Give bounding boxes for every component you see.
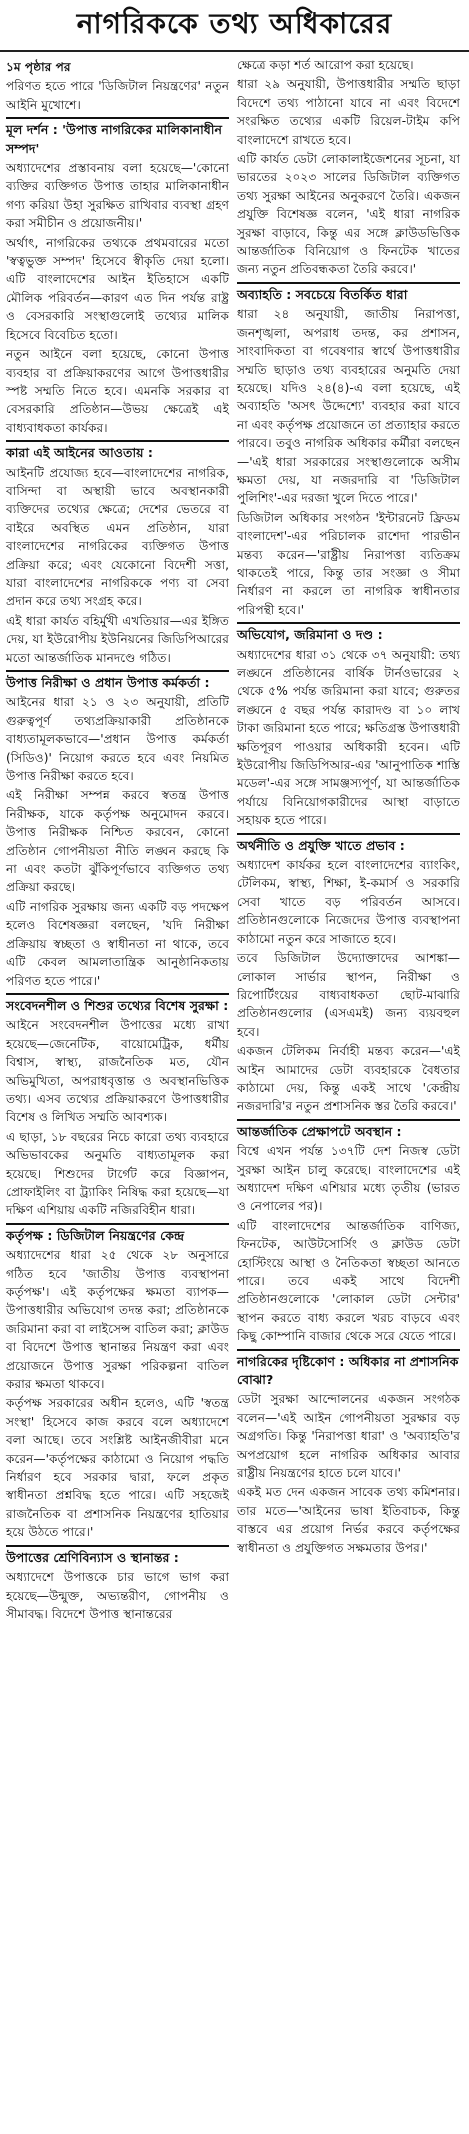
section-heading: মূল দর্শন : 'উপাত্ত নাগরিকের মালিকানাধীন সম্পদ' xyxy=(6,117,229,158)
paragraph: ডিজিটাল অধিকার সংগঠন 'ইন্টারনেট ফ্রিডম বাংলাদেশ'-এর পরিচালক রাশেদা পারভীন মন্তব্য করেন—'রাষ্ট্রীয় নিরাপত্তা ব্যতিক্রম থাকতেই পারে, কিন্তু তার সংজ্ঞা ও সীমা নির্ধারণ না করলে তা নাগরিক স্বাধীনতার পরিপন্থী হবে।' xyxy=(237,510,460,617)
section-heading: অর্থনীতি ও প্রযুক্তি খাতে প্রভাব : xyxy=(237,833,460,855)
paragraph: অধ্যাদেশ কার্যকর হলে বাংলাদেশের ব্যাংকিং, টেলিকম, স্বাস্থ্য, শিক্ষা, ই-কমার্স ও সরকারি সেবা খাতে বড় পরিবর্তন আসবে। প্রতিষ্ঠানগুলোকে নিজেদের উপাত্ত ব্যবস্থাপনা কাঠামো নতুন করে সাজাতে হবে। xyxy=(237,858,460,946)
paragraph: অধ্যাদেশের ধারা ২৫ থেকে ২৮ অনুসারে গঠিত হবে 'জাতীয় উপাত্ত ব্যবস্থাপনা কর্তৃপক্ষ'। এই কর্তৃপক্ষের ক্ষমতা ব্যাপক—উপাত্তধারীর অভিযোগ তদন্ত করা; প্রতিষ্ঠানকে জরিমানা করা বা লাইসেন্স বাতিল করা; ক্লাউড বা বিদেশে উপাত্ত স্থানান্তর নিয়ন্ত্রণ করা এবং প্রয়োজনে উপাত্ত সুরক্ষা পরিকল্পনা বাতিল করার ক্ষমতা থাকবে। xyxy=(6,1248,229,1392)
section-heading: উপাত্ত নিরীক্ষা ও প্রধান উপাত্ত কর্মকর্তা : xyxy=(6,670,229,692)
section-heading: সংবেদনশীল ও শিশুর তথ্যের বিশেষ সুরক্ষা : xyxy=(6,993,229,1015)
section-heading: আন্তর্জাতিক প্রেক্ষাপটে অবস্থান : xyxy=(237,1119,460,1141)
continuation-label: ১ম পৃষ্ঠার পর xyxy=(6,60,71,74)
section-heading: উপাত্তের শ্রেণিবিন্যাস ও স্থানান্তর : xyxy=(6,1545,229,1567)
paragraph: একজন টেলিকম নির্বাহী মন্তব্য করেন—'এই আইন আমাদের ডেটা ব্যবহারকে বৈধতার কাঠামো দেয়, কিন্তু একই সাথে 'কেন্দ্রীয় নজরদারি'র নতুন প্রশাসনিক স্তর তৈরি করবে।' xyxy=(237,1044,460,1114)
paragraph: অর্থাৎ, নাগরিকের তথ্যকে প্রথমবারের মতো 'স্বত্বভুক্ত সম্পদ' হিসেবে স্বীকৃতি দেয়া হলো। এটি বাংলাদেশের আইন ইতিহাসে একটি মৌলিক পরিবর্তন—কারণ এত দিন পর্যন্ত রাষ্ট্র ও বেসরকারি সংস্থাগুলোই তথ্যের মালিক হিসেবে বিবেচিত হতো। xyxy=(6,235,229,342)
paragraph: ধারা ২৪ অনুযায়ী, জাতীয় নিরাপত্তা, জনশৃঙ্খলা, অপরাধ তদন্ত, কর প্রশাসন, সাংবাদিকতা বা গবেষণার স্বার্থে উপাত্তধারীর সম্মতি ছাড়াও তথ্য ব্যবহারের অনুমতি দেয়া হয়েছে। যদিও ২৪(৪)-এ বলা হয়েছে, এই অব্যাহতি 'অসৎ উদ্দেশ্যে' ব্যবহার করা যাবে না এবং কর্তৃপক্ষ প্রয়োজনে তা প্রত্যাহার করতে পারবে। তবুও নাগরিক অধিকার কর্মীরা বলছেন—'এই ধারা সরকারের সংস্থাগুলোকে অসীম ক্ষমতা দেয়, যা নজরদারি বা 'ডিজিটাল পুলিশিং'-এর দরজা খুলে দিতে পারে।' xyxy=(237,307,460,506)
paragraph: অধ্যাদেশের ধারা ৩১ থেকে ৩৭ অনুযায়ী: তথ্য লঙ্ঘনে প্রতিষ্ঠানের বার্ষিক টার্নওভারের ২ থেকে ৫% পর্যন্ত জরিমানা করা যাবে; গুরুতর লঙ্ঘনে ৫ বছর পর্যন্ত কারাদণ্ড বা ১০ লাখ টাকা জরিমানা হতে পারে; ক্ষতিগ্রস্ত উপাত্তধারী ক্ষতিপূরণ পাওয়ার অধিকারী হবেন। এটি ইউরোপীয় জিডিপিআর-এর 'আনুপাতিক শাস্তি মডেল'-এর সঙ্গে সামঞ্জস্যপূর্ণ, যা আন্তর্জাতিক পর্যায়ে বিনিয়োগকারীদের আস্থা বাড়াতে সহায়ক হতে পারে। xyxy=(237,647,460,828)
section-heading: নাগরিকের দৃষ্টিকোণ : অধিকার না প্রশাসনিক বোঝা? xyxy=(237,1349,460,1390)
paragraph: এ ছাড়া, ১৮ বছরের নিচে কারো তথ্য ব্যবহারে অভিভাবকের অনুমতি বাধ্যতামূলক করা হয়েছে। শিশুদের টার্গেট করে বিজ্ঞাপন, প্রোফাইলিং বা ট্র্যাকিং নিষিদ্ধ করা হয়েছে—যা দক্ষিণ এশিয়ায় একটি নজিরবিহীন ধারা। xyxy=(6,1129,229,1218)
left-column xyxy=(6,56,229,1624)
paragraph: এটি নাগরিক সুরক্ষায় জন্য একটি বড় পদক্ষেপ হলেও বিশেষজ্ঞরা বলছেন, 'যদি নিরীক্ষা প্রক্রিয়ায় স্বচ্ছতা ও স্বাধীনতা না থাকে, তবে এটি কেবল আমলাতান্ত্রিক আনুষ্ঠানিকতায় পরিণত হতে পারে।' xyxy=(6,899,229,988)
paragraph: আইনটি প্রযোজ্য হবে—বাংলাদেশের নাগরিক, বাসিন্দা বা অস্থায়ী ভাবে অবস্থানকারী ব্যক্তিদের তথ্যের ক্ষেত্রে; দেশের ভেতরে বা বাইরে অবস্থিত এমন প্রতিষ্ঠান, যারা বাংলাদেশের নাগরিকের ব্যক্তিগত উপাত্ত প্রক্রিয়া করে; এবং যেকোনো বিদেশী সত্তা, যারা বাংলাদেশের নাগরিককে পণ্য বা সেবা প্রদান করে তথ্য সংগ্রহ করে। xyxy=(6,465,229,609)
article-body xyxy=(0,52,469,1624)
section-heading: অব্যাহতি : সবচেয়ে বিতর্কিত ধারা xyxy=(237,282,460,304)
paragraph: ধারা ২৯ অনুযায়ী, উপাত্তধারীর সম্মতি ছাড়া বিদেশে তথ্য পাঠানো যাবে না এবং বিদেশে সংরক্ষিত তথ্যের একটি রিয়েল-টাইম কপি বাংলাদেশে রাখতে হবে। xyxy=(237,77,460,147)
paragraph: বিশ্বে এখন পর্যন্ত ১৩৭টি দেশ নিজস্ব ডেটা সুরক্ষা আইন চালু করেছে। বাংলাদেশের এই অধ্যাদেশ দক্ষিণ এশিয়ার মধ্যে তৃতীয় (ভারত ও নেপালের পর)। xyxy=(237,1144,460,1214)
paragraph: নতুন আইনে বলা হয়েছে, কোনো উপাত্ত ব্যবহার বা প্রক্রিয়াকরণের আগে উপাত্তধারীর স্পষ্ট সম্মতি নিতে হবে। এমনকি সরকার বা বেসরকারি প্রতিষ্ঠান—উভয় ক্ষেত্রেই এই বাধ্যবাধকতা কার্যকর। xyxy=(6,347,229,435)
paragraph: কর্তৃপক্ষ সরকারের অধীন হলেও, এটি 'স্বতন্ত্র সংস্থা' হিসেবে কাজ করবে বলে অধ্যাদেশে বলা আছে। তবে সংশ্লিষ্ট আইনজীবীরা মনে করেন—'কর্তৃপক্ষের কাঠামো ও নিয়োগ পদ্ধতি নির্ধারণ হবে সরকার দ্বারা, ফলে প্রকৃত স্বাধীনতা প্রশ্নবিদ্ধ হতে পারে। এটি সহজেই রাজনৈতিক বা প্রশাসনিক নিয়ন্ত্রণের হাতিয়ার হয়ে উঠতে পারে।' xyxy=(6,1396,229,1540)
paragraph: এটি কার্যত ডেটা লোকালাইজেশনের সূচনা, যা ভারতের ২০২৩ সালের ডিজিটাল ব্যক্তিগত তথ্য সুরক্ষা আইনের অনুকরণে তৈরি। একজন প্রযুক্তি বিশেষজ্ঞ বলেন, 'এই ধারা নাগরিক সুরক্ষা বাড়াবে, কিন্তু এর সঙ্গে ক্লাউডভিত্তিক আন্তর্জাতিক বিনিয়োগ ও ফিনটেক খাতের জন্য নতুন প্রতিবন্ধকতা তৈরি করবে।' xyxy=(237,152,460,277)
paragraph: ডেটা সুরক্ষা আন্দোলনের একজন সংগঠক বলেন—'এই আইন গোপনীয়তা সুরক্ষার বড় অগ্রগতি। কিন্তু 'নিরাপত্তা ধারা' ও 'অব্যাহতি'র অপপ্রয়োগ হলে নাগরিক অধিকার আবার রাষ্ট্রীয় নিয়ন্ত্রণের হাতে চলে যাবে।' xyxy=(237,1392,460,1481)
paragraph: একই মত দেন একজন সাবেক তথ্য কমিশনার। তার মতে—'আইনের ভাষা ইতিবাচক, কিন্তু বাস্তবে এর প্রয়োগ নির্ভর করবে কর্তৃপক্ষের স্বাধীনতা ও প্রযুক্তিগত সক্ষমতার উপর।' xyxy=(237,1485,460,1555)
paragraph: এই নিরীক্ষা সম্পন্ন করবে স্বতন্ত্র উপাত্ত নিরীক্ষক, যাকে কর্তৃপক্ষ অনুমোদন করবে। উপাত্ত নিরীক্ষক নিশ্চিত করবেন, কোনো প্রতিষ্ঠান গোপনীয়তা নীতি লঙ্ঘন করছে কি না এবং কতটা ঝুঁকিপূর্ণভাবে ব্যক্তিগত তথ্য প্রক্রিয়া করছে। xyxy=(6,788,229,895)
paragraph: অধ্যাদেশে উপাত্তকে চার ভাগে ভাগ করা হয়েছে—উন্মুক্ত, অভ্যন্তরীণ, গোপনীয় ও সীমাবদ্ধ। বিদেশে উপাত্ত স্থানান্তরের xyxy=(6,1570,229,1621)
section-heading: কারা এই আইনের আওতায় : xyxy=(6,440,229,462)
right-column xyxy=(237,56,460,1624)
paragraph: পরিণত হতে পারে 'ডিজিটাল নিয়ন্ত্রণের' নতুন আইনি মুখোশে। xyxy=(6,79,229,112)
paragraph: তবে ডিজিটাল উদ্যোক্তাদের আশঙ্কা—লোকাল সার্ভার স্থাপন, নিরীক্ষা ও রিপোর্টিংয়ের বাধ্যবাধকতা ছোট-মাঝারি প্রতিষ্ঠানগুলোর (এসএমই) জন্য ব্যয়বহুল হবে। xyxy=(237,951,460,1039)
paragraph: এই ধারা কার্যত বহির্মুখী এখতিয়ার—এর ইঙ্গিত দেয়, যা ইউরোপীয় ইউনিয়নের জিডিপিআরের মতো আন্তর্জাতিক মানদণ্ডে গঠিত। xyxy=(6,613,229,665)
headline: নাগরিককে তথ্য অধিকারের xyxy=(0,0,469,52)
section-heading: অভিযোগ, জরিমানা ও দণ্ড : xyxy=(237,622,460,644)
paragraph: অধ্যাদেশের প্রস্তাবনায় বলা হয়েছে—'কোনো ব্যক্তির ব্যক্তিগত উপাত্ত তাহার মালিকানাধীন গণ্য করিয়া উহা সুরক্ষিত রাখিবার ব্যবস্থা গ্রহণ করা সমীচীন ও প্রয়োজনীয়।' xyxy=(6,161,229,231)
paragraph: ক্ষেত্রে কড়া শর্ত আরোপ করা হয়েছে। xyxy=(237,58,414,72)
paragraph: আইনের ধারা ২১ ও ২৩ অনুযায়ী, প্রতিটি গুরুত্বপূর্ণ তথ্যপ্রক্রিয়াকারী প্রতিষ্ঠানকে বাধ্যতামূলকভাবে—'প্রধান উপাত্ত কর্মকর্তা (সিডিও)' নিয়োগ করতে হবে এবং নিয়মিত উপাত্ত নিরীক্ষা করতে হবে। xyxy=(6,695,229,784)
paragraph: এটি বাংলাদেশের আন্তর্জাতিক বাণিজ্য, ফিনটেক, আউটসোর্সিং ও ক্লাউড ডেটা হোস্টিংয়ে আস্থা ও নৈতিকতা স্বচ্ছতা আনতে পারে। তবে একই সাথে বিদেশী প্রতিষ্ঠানগুলোকে 'লোকাল ডেটা সেন্টার' স্থাপন করতে বাধ্য করলে খরচ বাড়বে এবং কিছু কোম্পানি বাজার থেকে সরে যেতে পারে। xyxy=(237,1218,460,1344)
paragraph: আইনে সংবেদনশীল উপাত্তের মধ্যে রাখা হয়েছে—জেনেটিক, বায়োমেট্রিক, ধর্মীয় বিশ্বাস, স্বাস্থ্য, রাজনৈতিক মত, যৌন অভিমুখিতা, অপরাধবৃত্তান্ত ও অবস্থানভিত্তিক তথ্য। এসব তথ্যের প্রক্রিয়াকরণে উপাত্তধারীর বিশেষ ও লিখিত সম্মতি আবশ্যক। xyxy=(6,1018,229,1125)
section-heading: কর্তৃপক্ষ : ডিজিটাল নিয়ন্ত্রণের কেন্দ্র xyxy=(6,1223,229,1245)
